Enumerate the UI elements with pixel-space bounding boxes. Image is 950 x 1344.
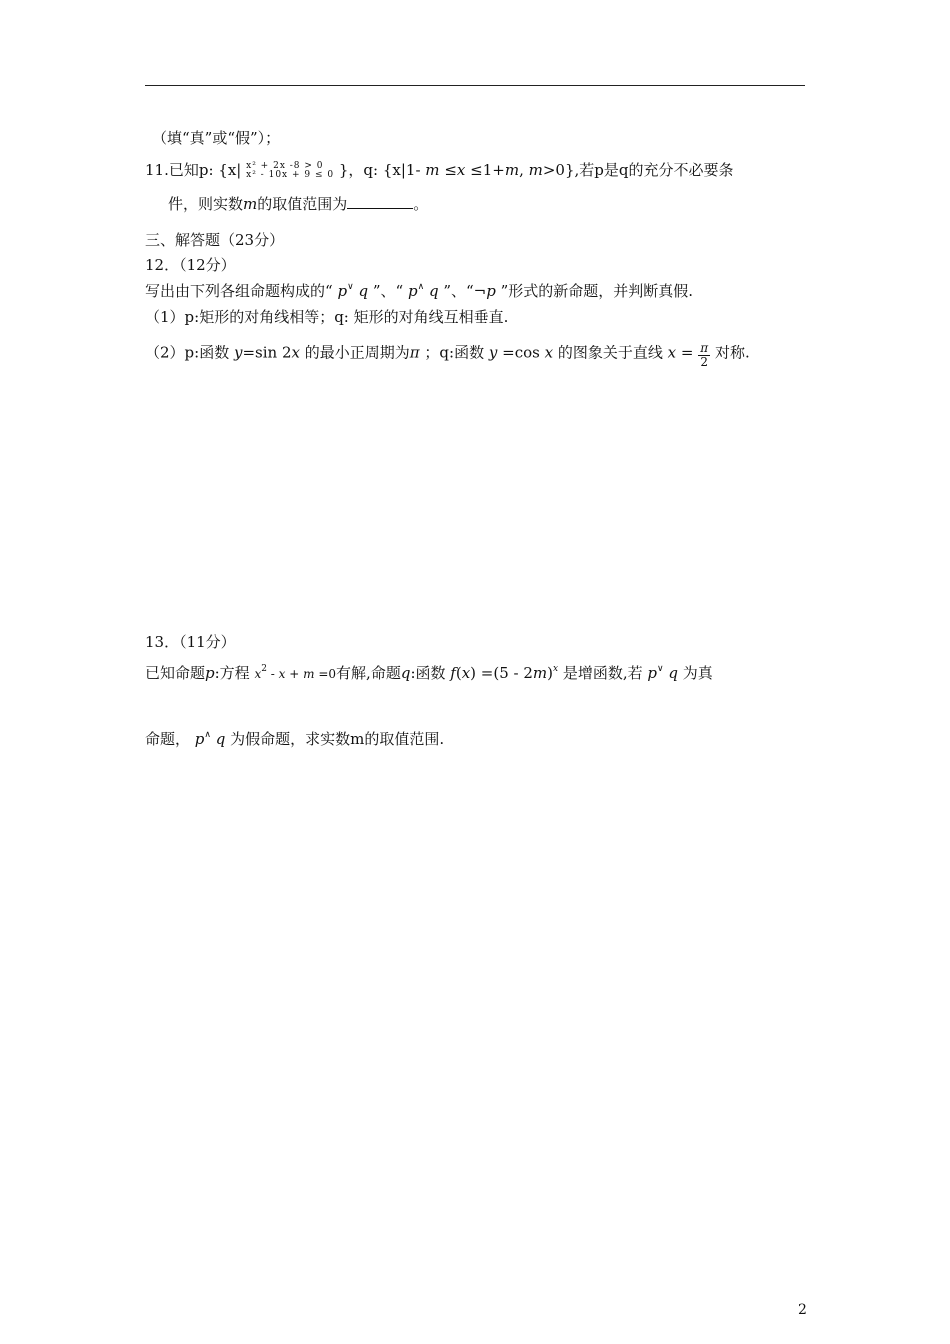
question-12-item-1: （1）p:矩形的对角线相等；q: 矩形的对角线互相垂直.	[145, 308, 509, 326]
section-heading: 三、解答题（23分）	[145, 231, 285, 249]
header-rule	[145, 85, 805, 86]
question-13-line-2: 命题， p∧ q 为假命题，求实数m的取值范围.	[145, 730, 445, 748]
question-12-label: 12．（12分）	[145, 256, 236, 274]
garbled-set-condition: x² + 2x -8 > 0 x² - 10x + 9 ≤ 0	[246, 161, 335, 180]
page-number: 2	[798, 1302, 807, 1318]
question-12-intro: 写出由下列各组命题构成的“ p∨ q ”、“ p∧ q ”、“¬p ”形式的新命题，并判断真假.	[145, 282, 694, 300]
fill-note: （填“真”或“假”）；	[152, 129, 281, 147]
question-13-line-1: 已知命题p:方程 $x^2 - x + m =0$有解,命题q:函数 f(x) =(5 - 2m)$^x$ 是增函数,若 p∨ q 为真	[145, 664, 713, 682]
question-12-item-2: （2）p:函数 y=sin 2x 的最小正周期为π ；q:函数 y =cos x 的图象关于直线 x = $\frac{\pi}{2}$ 对称.	[145, 341, 750, 369]
fraction-pi-over-2: $\frac{\pi}{2}$	[700, 341, 709, 369]
question-11-line-1: 11.已知p: {x| x² + 2x -8 > 0 x² - 10x + 9 ≤ 0 }，q: {x|1- m ≤x ≤1+m, m>0},若p是q的充分不必要条	[145, 161, 734, 180]
answer-blank	[347, 194, 413, 209]
question-13-label: 13．（11分）	[145, 633, 236, 651]
question-11-line-2: 件，则实数m的取值范围为 。	[168, 195, 429, 213]
